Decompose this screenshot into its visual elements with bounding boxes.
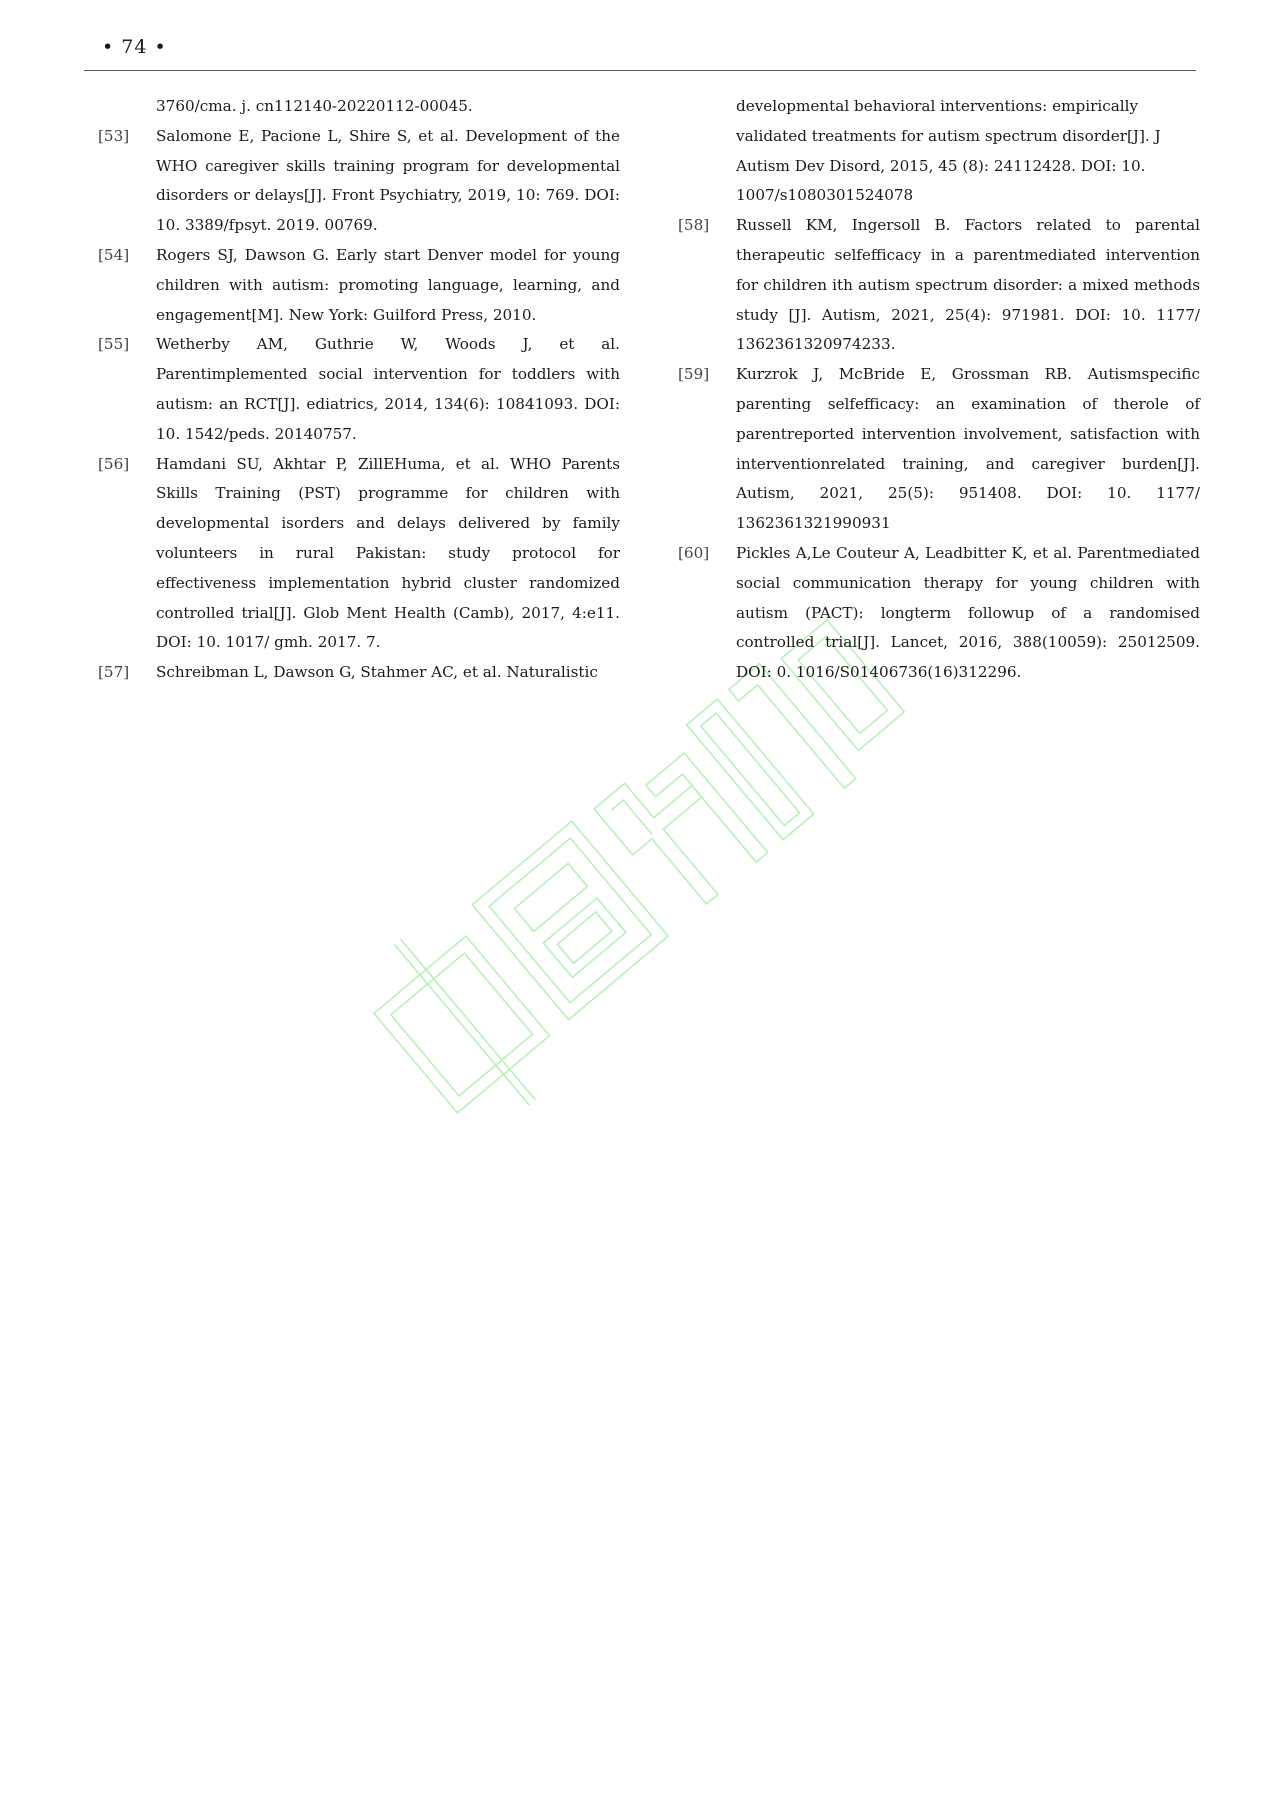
reference-number: [57] — [98, 663, 130, 682]
reference-text: Pickles A,Le Couteur A, Leadbitter K, et al. Parentmediated social communication therapy for young children with autism (PACT): longterm followup of a randomised controlled trial[J]. Lancet, 2016, 388(10059): 25012509. DOI: 0. 1016/S01406736(16)312296. — [736, 543, 1200, 682]
reference-item — [678, 360, 1200, 539]
reference-text: Salomone E, Pacione L, Shire S, et al. Development of the WHO caregiver skills training program for developmental disorders or delays[J]. Front Psychiatry, 2019, 10: 769. DOI: 10. 3389/fpsyt. 2019. 00769. — [156, 126, 620, 235]
reference-number: [56] — [98, 454, 130, 473]
reference-item — [98, 330, 620, 449]
reference-text: Hamdani SU, Akhtar P, ZillEHuma, et al. WHO Parents Skills Training (PST) programme for children with developmental isorders and delays delivered by family volunteers in rural Pakistan: study protocol for effectiveness implementation hybrid cluster randomized controlled trial[J]. Glob Ment Health (Camb), 2017, 4:e11. DOI: 10. 1017/ gmh. 2017. 7. — [156, 454, 620, 652]
reference-text: Rogers SJ, Dawson G. Early start Denver model for young children with autism: promoting language, learning, and engagement[M]. New York: Guilford Press, 2010. — [156, 245, 620, 324]
reference-text: Kurzrok J, McBride E, Grossman RB. Autismspecific parenting selfefficacy: an examination of therole of parentreported intervention involvement, satisfaction with interventionrelated training, and caregiver burden[J]. Autism, 2021, 25(5): 951408. DOI: 10. 1177/ 1362361321990931 — [736, 365, 1200, 533]
reference-item — [98, 450, 620, 659]
reference-item — [678, 539, 1200, 688]
reference-number: [54] — [98, 245, 130, 264]
reference-continuation: 3760/cma. j. cn112140-20220112-00045. — [156, 97, 473, 115]
reference-number: [55] — [98, 335, 130, 354]
reference-number: [59] — [678, 365, 710, 384]
reference-text: Russell KM, Ingersoll B. Factors related to parental therapeutic selfefficacy in a parentmediated intervention for children ith autism spectrum disorder: a mixed methods study [J]. Autism, 2021, 25(4): 971981. DOI: 10. 1177/ 1362361320974233. — [736, 216, 1200, 354]
page-header — [84, 30, 1196, 71]
left-column — [98, 92, 620, 688]
reference-text: Schreibman L, Dawson G, Stahmer AC, et al. Naturalistic — [156, 663, 598, 682]
reference-number: [58] — [678, 216, 710, 235]
reference-item — [678, 211, 1200, 360]
reference-item — [98, 658, 620, 688]
reference-number: [60] — [678, 543, 710, 562]
right-column — [678, 92, 1200, 688]
page-number: • 74 • — [102, 36, 167, 58]
reference-number: [53] — [98, 126, 130, 145]
reference-text: Wetherby AM, Guthrie W, Woods J, et al. Parentimplemented social intervention for toddlers with autism: an RCT[J]. ediatrics, 2014, 134(6): 10841093. DOI: 10. 1542/peds. 20140757. — [156, 335, 620, 443]
reference-continuation: developmental behavioral interventions: empirically validated treatments for autism spectrum disorder[J]. J Autism Dev Disord, 2015, 45 (8): 24112428. DOI: 10. 1007/s1080301524078 — [736, 97, 1161, 205]
reference-item — [98, 122, 620, 241]
reference-item — [98, 241, 620, 330]
